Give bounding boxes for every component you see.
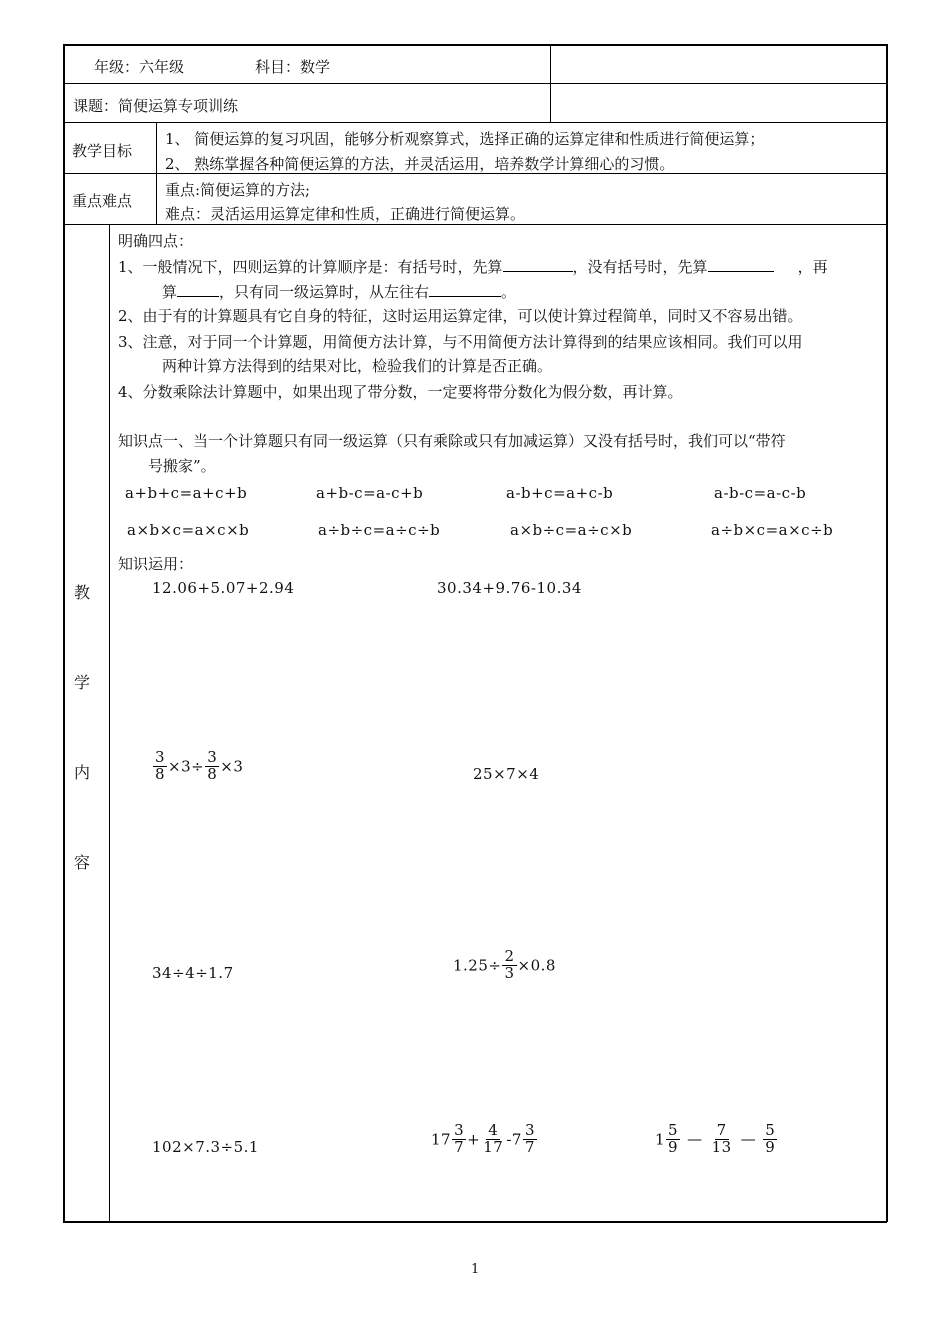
rule-mul-4: a÷b×c=a×c÷b (711, 521, 834, 539)
exercise-1: 12.06+5.07+2.94 (152, 579, 295, 597)
point-1-line-2 (162, 281, 516, 302)
rule-mul-3: a×b÷c=a÷c×b (510, 521, 633, 539)
point-3-line-2: 两种计算方法得到的结果对比，检验我们的计算是否正确。 (162, 357, 553, 375)
key-points-title: 重点难点 (72, 192, 133, 210)
point-1-text-d: 算 (162, 283, 178, 301)
point-1-text-e: ，只有同一级运算时，从左往右 (219, 283, 430, 301)
answer-blank-2[interactable] (708, 257, 774, 272)
answer-blank-4[interactable] (429, 282, 501, 297)
row1-bottom-border (63, 83, 887, 84)
fraction: $\frac{7}{13}$ (711, 1121, 732, 1156)
fraction: $\frac{2}{3}$ (504, 947, 515, 982)
fraction: $\frac{3}{7}$ (524, 1121, 535, 1156)
exercise-4: 25×7×4 (473, 765, 540, 783)
key-point: 重点:简便运算的方法; (165, 181, 311, 199)
subject-label: 科目：数学 (255, 58, 331, 76)
practice-title: 知识运用： (118, 555, 194, 573)
fraction: $\frac{3}{8}$ (155, 748, 166, 783)
exercise-3: $\frac{3}{8}$ ×3÷ $\frac{3}{8}$ ×3 (155, 748, 244, 783)
page-number: 1 (471, 1262, 480, 1277)
point-1-text-b: ，没有括号时，先算 (572, 258, 708, 276)
exercise-2: 30.34+9.76-10.34 (437, 579, 582, 597)
point-1-line-1 (118, 256, 828, 277)
rule-add-4: a-b-c=a-c-b (714, 484, 807, 502)
four-points-title: 明确四点： (118, 232, 194, 250)
exercise-8: 17 $\frac{3}{7}$ + $\frac{4}{17}$ -7 $\frac{3}{7}$ (431, 1121, 535, 1156)
fraction: $\frac{5}{9}$ (765, 1121, 776, 1156)
goal-item-2: 2、 熟练掌握各种简便运算的方法，并灵活运用，培养数学计算细心的习惯。 (165, 155, 675, 173)
rule-add-2: a+b-c=a-c+b (316, 484, 424, 502)
rule-mul-2: a÷b÷c=a÷c÷b (318, 521, 441, 539)
header-divider (550, 44, 551, 123)
answer-blank-1[interactable] (503, 257, 573, 272)
table-top-border (63, 44, 887, 46)
exercise-6: 1.25÷ $\frac{2}{3}$ ×0.8 (453, 947, 556, 982)
exercise-5: 34÷4÷1.7 (152, 964, 234, 982)
topic-label: 课题：简便运算专项训练 (73, 97, 239, 115)
goal-item-1: 1、 简便运算的复习巩固，能够分析观察算式，选择正确的运算定律和性质进行简便运算； (165, 130, 765, 148)
rule-add-1: a+b+c=a+c+b (125, 484, 248, 502)
side-char-4: 容 (74, 853, 91, 872)
rule-add-3: a-b+c=a+c-b (506, 484, 614, 502)
knowledge-point-1-line-1: 知识点一、当一个计算题只有同一级运算（只有乘除或只有加减运算）又没有括号时，我们可以“带符 (118, 432, 786, 450)
table-left-border (63, 44, 65, 1222)
side-column-divider (109, 224, 110, 1222)
side-char-2: 学 (74, 673, 91, 692)
side-char-3: 内 (74, 763, 91, 782)
row4-bottom-border (63, 224, 887, 225)
knowledge-point-1-line-2: 号搬家”。 (148, 457, 216, 475)
fraction: $\frac{3}{8}$ (207, 748, 218, 783)
point-2: 2、由于有的计算题具有它自身的特征，这时运用运算定律，可以使计算过程简单，同时又不容易出错。 (118, 307, 803, 325)
label-column-divider (156, 122, 157, 224)
point-4: 4、分数乘除法计算题中，如果出现了带分数，一定要将带分数化为假分数，再计算。 (118, 383, 683, 401)
point-1-text-c: ，再 (797, 258, 828, 276)
fraction: $\frac{5}{9}$ (668, 1121, 679, 1156)
rule-mul-1: a×b×c=a×c×b (127, 521, 250, 539)
table-right-border (886, 44, 888, 1222)
side-char-1: 教 (74, 583, 91, 602)
row2-bottom-border (63, 122, 887, 123)
point-3-line-1: 3、注意，对于同一个计算题，用简便方法计算，与不用简便方法计算得到的结果应该相同。我们可以用 (118, 333, 803, 351)
grade-label: 年级：六年级 (94, 58, 185, 76)
exercise-7: 102×7.3÷5.1 (152, 1138, 259, 1156)
goals-title: 教学目标 (72, 142, 133, 160)
exercise-9: 1 $\frac{5}{9}$ — $\frac{7}{13}$ — $\frac{5}{9}$ (655, 1121, 776, 1156)
fraction: $\frac{4}{17}$ (483, 1121, 504, 1156)
point-1-text-f: 。 (501, 283, 517, 301)
difficulty-point: 难点：灵活运用运算定律和性质，正确进行简便运算。 (165, 205, 526, 223)
answer-blank-3[interactable] (177, 282, 219, 297)
point-1-text-a: 1、一般情况下，四则运算的计算顺序是：有括号时，先算 (118, 258, 503, 276)
table-bottom-border (63, 1221, 887, 1223)
fraction: $\frac{3}{7}$ (454, 1121, 465, 1156)
